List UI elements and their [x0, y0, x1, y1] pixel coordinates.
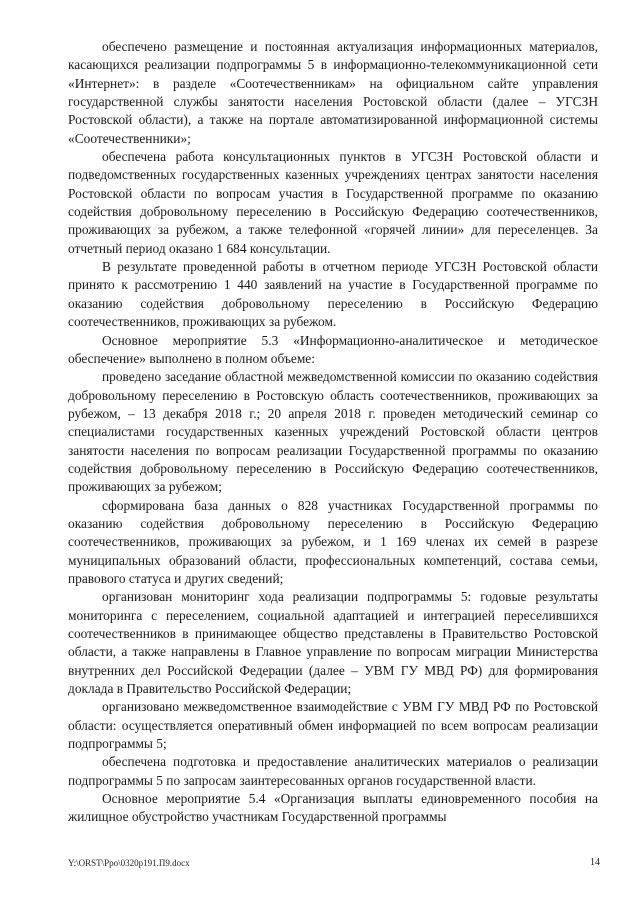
footer-file-path: Y:\ORST\Ppo\0320p191.П9.docx: [68, 858, 190, 868]
paragraph: обеспечена подготовка и предоставление аналитических материалов о реализации подпрограммы 5 по запросам заинтересованных органов государственной власти.: [68, 754, 598, 788]
paragraph: обеспечена работа консультационных пунктов в УГСЗН Ростовской области и подведомственных государственных казенных учреждениях центрах занятости населения Ростовской области по вопросам участия в Государственной программе по оказанию содействия добровольному переселению в Российскую Федерацию соотечественников, проживающих за рубежом, а также телефонной «горячей линии» для переселенцев. За отчетный период оказано 1 684 консультации.: [68, 149, 598, 256]
paragraph: организовано межведомственное взаимодействие с УВМ ГУ МВД РФ по Ростовской области: осуществляется оперативный обмен информацией по всем вопросам реализации подпрограммы 5;: [68, 699, 598, 752]
document-body: [68, 38, 598, 827]
paragraph: Основное мероприятие 5.3 «Информационно-аналитическое и методическое обеспечение» выполнено в полном объеме:: [68, 332, 598, 366]
paragraph: проведено заседание областной межведомственной комиссии по оказанию содействия добровольному переселению в Ростовскую область соотечественников, проживающих за рубежом, – 13 декабря 2018 г.; 20 апреля 2018 г. проведен методический семинар со специалистами государственных казенных учреждений Ростовской области центров занятости населения по вопросам реализации Государственной программы по оказанию содействия добровольному переселению в Российскую Федерацию соотечественников, проживающих за рубежом;: [68, 369, 598, 495]
paragraph: Основное мероприятие 5.4 «Организация выплаты единовременного пособия на жилищное обустройство участникам Государственной программы: [68, 791, 598, 825]
paragraph: обеспечено размещение и постоянная актуализация информационных материалов, касающихся реализации подпрограммы 5 в информационно-телекоммуникационной сети «Интернет»: в разделе «Соотечественникам» на официальном сайте управления государственной службы занятости населения Ростовской области (далее – УГСЗН Ростовской области), а также на портале автоматизированной информационной системы «Соотечественники»;: [68, 39, 598, 146]
paragraph: В результате проведенной работы в отчетном периоде УГСЗН Ростовской области принято к рассмотрению 1 440 заявлений на участие в Государственной программе по оказанию содействия добровольному переселению в Российскую Федерацию соотечественников, проживающих за рубежом.: [68, 259, 598, 330]
paragraph: сформирована база данных о 828 участниках Государственной программы по оказанию содействия добровольному переселению в Российскую Федерацию соотечественников, проживающих за рубежом, и 1 169 членах их семей в разрезе муниципальных образований области, профессиональных компетенций, состава семьи, правового статуса и других сведений;: [68, 497, 598, 586]
page-number: 14: [590, 857, 600, 868]
paragraph: организован мониторинг хода реализации подпрограммы 5: годовые результаты мониторинга с переселением, социальной адаптацией и интеграцией переселившихся соотечественников в принимающее общество представлены в Правительство Ростовской области, а также направлены в Главное управление по вопросам миграции Министерства внутренних дел Российской Федерации (далее – УВМ ГУ МВД РФ) для формирования доклада в Правительство Российской Федерации;: [68, 589, 598, 697]
